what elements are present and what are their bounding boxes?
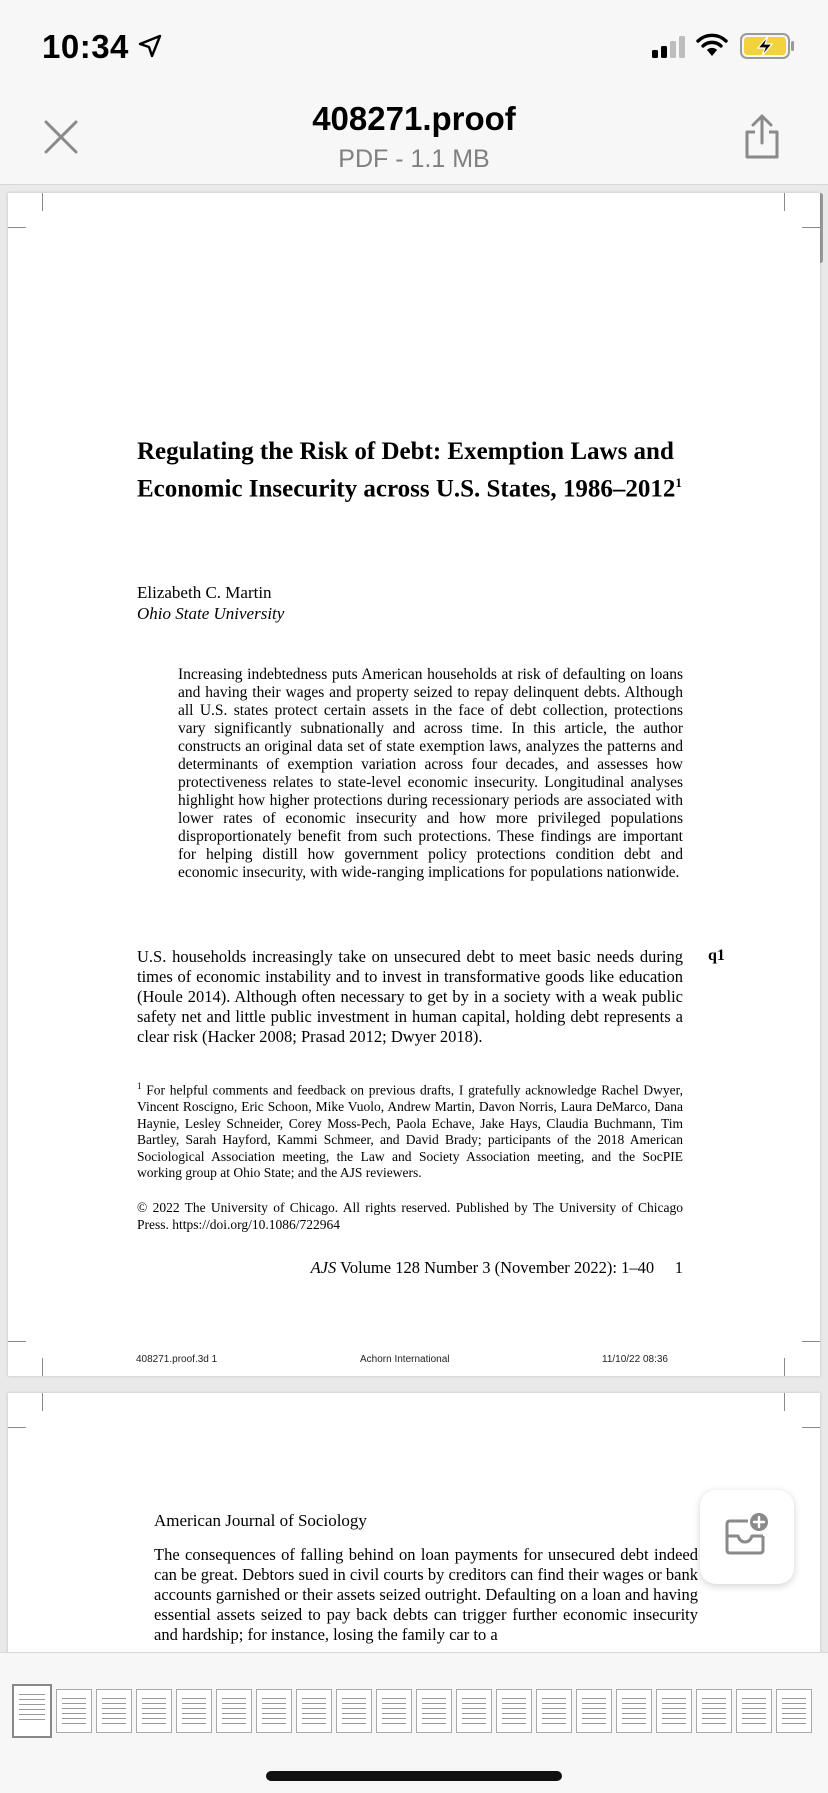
page-thumbnail[interactable]: [536, 1689, 572, 1733]
page-thumbnail[interactable]: [656, 1689, 692, 1733]
battery-charging-icon: [740, 33, 796, 64]
page-thumbnail[interactable]: [176, 1689, 212, 1733]
share-button[interactable]: [742, 114, 782, 165]
slug-company: Achorn International: [360, 1354, 450, 1365]
share-icon: [742, 147, 782, 164]
page-thumbnail[interactable]: [56, 1689, 92, 1733]
crop-mark: [42, 193, 43, 211]
page-thumbnail[interactable]: [696, 1689, 732, 1733]
copyright-notice: © 2022 The University of Chicago. All rights reserved. Published by The University of Chicago Press. https://doi.org/10.1086/722964: [137, 1200, 683, 1232]
article-abstract: Increasing indebtedness puts American households at risk of defaulting on loans and having their wages and property seized to repay delinquent debts. Although all U.S. states protect certain assets in the face of debt collection, protections vary significantly subnationally and across time. In this article, the author constructs an original data set of state exemption laws, analyzes the patterns and determinants of exemption variation across four decades, and assesses how protectiveness relates to state-level economic insecurity. Longitudinal analyses highlight how higher protections during recessionary periods are associated with lower rates of economic insecurity and how more privileged populations disproportionately benefit from such protections. These findings are important for helping distill how government policy protections condition debt and economic insecurity, with wide-ranging implications for populations nationwide.: [178, 666, 683, 881]
article-title: Regulating the Risk of Debt: Exemption Laws and Economic Insecurity across U.S. States, 1986–2012$^1$: [137, 438, 682, 503]
location-arrow-icon: [138, 34, 162, 63]
footnote: $^1$ For helpful comments and feedback on previous drafts, I gratefully acknowledge Rachel Dwyer, Vincent Roscigno, Eric Schoon, Mike Vuolo, Andrew Martin, Davon Norris, Laura DeMarco, Dana Haynie, Lesley Schneider, Corey Moss-Pech, Paola Echave, Jake Hays, Claudia Buchmann, Tim Bartley, Sarah Hayford, Kammi Schmeer, and David Brady; participants of the 2018 American Sociological Association meeting, the Law and Society Association meeting, and the SocPIE working group at Ohio State; and the AJS reviewers.: [137, 1081, 683, 1180]
page-thumbnail[interactable]: [496, 1689, 532, 1733]
document-title: 408271.proof: [312, 100, 516, 137]
page-thumbnail[interactable]: [256, 1689, 292, 1733]
add-comment-button[interactable]: [700, 1490, 794, 1584]
page-thumbnail[interactable]: [96, 1689, 132, 1733]
thumbnail-row: [12, 1689, 812, 1737]
page-thumbnail[interactable]: [336, 1689, 372, 1733]
page-thumbnail[interactable]: [296, 1689, 332, 1733]
wifi-icon: [696, 32, 728, 63]
crop-mark: [802, 1341, 820, 1342]
crop-mark: [784, 1393, 785, 1411]
page-thumbnail[interactable]: [12, 1684, 52, 1738]
query-marker: q1: [708, 947, 725, 964]
crop-mark: [8, 1427, 26, 1428]
document-header: [0, 90, 828, 185]
crop-mark: [8, 1341, 26, 1342]
page-thumbnail[interactable]: [456, 1689, 492, 1733]
status-time: 10:34: [42, 28, 129, 65]
cellular-signal-icon: [652, 36, 688, 63]
crop-mark: [784, 1358, 785, 1376]
crop-mark: [42, 1358, 43, 1376]
crop-mark: [784, 193, 785, 211]
page-thumbnail[interactable]: [616, 1689, 652, 1733]
pdf-page-1: [8, 193, 820, 1376]
running-head: American Journal of Sociology: [154, 1511, 367, 1530]
add-comment-icon: [724, 1512, 770, 1558]
crop-mark: [42, 1393, 43, 1411]
page-thumbnail[interactable]: [136, 1689, 172, 1733]
page-thumbnail[interactable]: [216, 1689, 252, 1733]
status-bar: [0, 0, 828, 90]
pdf-page-2: [8, 1393, 820, 1652]
article-body: The consequences of falling behind on loan payments for unsecured debt indeed can be great. Debtors sued in civil courts by creditors can find their wages or bank accounts garnished or their assets seized outright. Defaulting on a loan and having essential assets seized to pay back debts can trigger further economic insecurity and hardship; for instance, losing the family car to a: [154, 1545, 698, 1644]
article-author: Elizabeth C. Martin: [137, 583, 272, 602]
author-affiliation: Ohio State University: [137, 604, 285, 623]
crop-mark: [802, 227, 820, 228]
document-subtitle: PDF - 1.1 MB: [338, 145, 490, 173]
slug-file: 408271.proof.3d 1: [136, 1354, 218, 1365]
page-thumbnail[interactable]: [736, 1689, 772, 1733]
page-thumbnail[interactable]: [416, 1689, 452, 1733]
page-thumbnail[interactable]: [376, 1689, 412, 1733]
page-thumbnail[interactable]: [576, 1689, 612, 1733]
home-indicator[interactable]: [266, 1771, 562, 1781]
journal-citation: AJS Volume 128 Number 3 (November 2022): 1–40 1: [310, 1258, 683, 1277]
slug-date: 11/10/22 08:36: [602, 1354, 668, 1365]
pdf-viewer[interactable]: [0, 185, 828, 1652]
page-thumbnail[interactable]: [776, 1689, 812, 1733]
crop-mark: [8, 227, 26, 228]
article-body: U.S. households increasingly take on unsecured debt to meet basic needs during times of economic instability and to invest in transformative goods like education (Houle 2014). Although often necessary to get by in a society with a weak public safety net and little public investment in human capital, holding debt represents a clear risk (Hacker 2008; Prasad 2012; Dwyer 2018).: [137, 947, 683, 1046]
crop-mark: [802, 1427, 820, 1428]
